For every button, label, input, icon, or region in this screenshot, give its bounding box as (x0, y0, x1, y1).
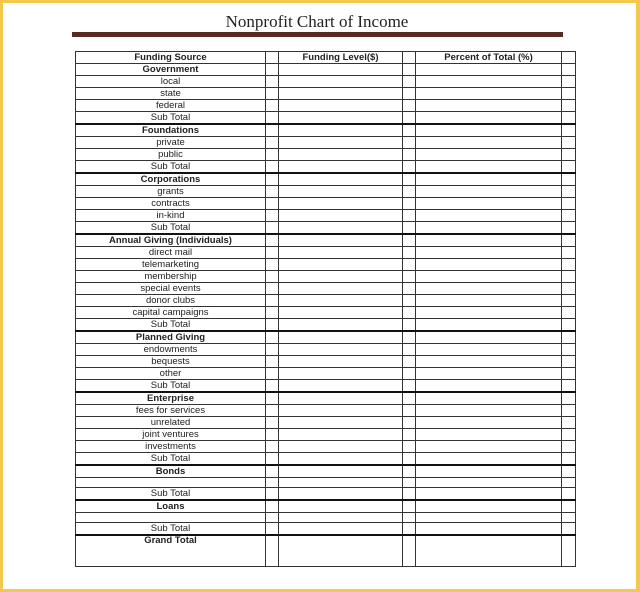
funding-level-cell[interactable] (279, 222, 403, 235)
divider-cell (266, 234, 279, 247)
divider-cell (266, 368, 279, 380)
percent-cell[interactable] (416, 500, 562, 513)
percent-cell[interactable] (416, 124, 562, 137)
funding-level-cell[interactable] (279, 453, 403, 466)
funding-level-cell[interactable] (279, 356, 403, 368)
divider-cell (403, 234, 416, 247)
table-row (76, 161, 576, 174)
table-row (76, 344, 576, 356)
funding-source-cell: federal (76, 100, 266, 112)
table-row (76, 210, 576, 222)
divider-cell (403, 405, 416, 417)
table-row (76, 76, 576, 88)
divider-cell (403, 271, 416, 283)
funding-source-cell: unrelated (76, 417, 266, 429)
divider-cell (562, 76, 576, 88)
divider-cell (266, 488, 279, 501)
divider-cell (266, 319, 279, 332)
divider-cell (403, 392, 416, 405)
divider-cell (562, 429, 576, 441)
divider-cell (562, 513, 576, 523)
divider-cell (266, 137, 279, 149)
divider-cell (266, 112, 279, 125)
table-row (76, 137, 576, 149)
funding-source-cell: capital campaigns (76, 307, 266, 319)
funding-source-cell: Planned Giving (76, 331, 266, 344)
divider-cell (562, 161, 576, 174)
table-row (76, 523, 576, 536)
divider-cell (266, 307, 279, 319)
funding-level-cell[interactable] (279, 210, 403, 222)
percent-cell[interactable] (416, 478, 562, 488)
divider-cell (403, 535, 416, 567)
funding-level-cell[interactable] (279, 259, 403, 271)
funding-source-cell: joint ventures (76, 429, 266, 441)
divider-cell (562, 88, 576, 100)
funding-source-cell: Sub Total (76, 319, 266, 332)
divider-cell (266, 478, 279, 488)
percent-cell[interactable] (416, 186, 562, 198)
percent-cell[interactable] (416, 295, 562, 307)
funding-source-cell: Annual Giving (Individuals) (76, 234, 266, 247)
divider-cell (403, 173, 416, 186)
divider-cell (266, 100, 279, 112)
divider-cell (562, 380, 576, 393)
funding-level-cell[interactable] (279, 465, 403, 478)
funding-source-cell: Sub Total (76, 523, 266, 536)
divider-cell (266, 523, 279, 536)
divider-cell (403, 52, 416, 64)
divider-cell (266, 64, 279, 76)
divider-cell (266, 283, 279, 295)
divider-cell (266, 344, 279, 356)
divider-cell (403, 124, 416, 137)
divider-cell (403, 112, 416, 125)
divider-cell (403, 283, 416, 295)
funding-source-cell: Loans (76, 500, 266, 513)
funding-level-cell[interactable] (279, 478, 403, 488)
percent-cell[interactable] (416, 417, 562, 429)
divider-cell (403, 222, 416, 235)
table-row (76, 64, 576, 76)
funding-level-cell[interactable] (279, 331, 403, 344)
table-row (76, 392, 576, 405)
percent-cell[interactable] (416, 429, 562, 441)
percent-cell[interactable] (416, 488, 562, 501)
table-row (76, 331, 576, 344)
divider-cell (562, 149, 576, 161)
divider-cell (562, 405, 576, 417)
funding-level-cell[interactable] (279, 368, 403, 380)
percent-cell[interactable] (416, 380, 562, 393)
table-row (76, 124, 576, 137)
table-row (76, 271, 576, 283)
divider-cell (266, 453, 279, 466)
divider-cell (562, 523, 576, 536)
divider-cell (266, 222, 279, 235)
funding-level-cell[interactable] (279, 161, 403, 174)
divider-cell (266, 210, 279, 222)
column-header-funding-source: Funding Source (76, 52, 266, 64)
table-row (76, 307, 576, 319)
funding-source-cell: Foundations (76, 124, 266, 137)
divider-cell (266, 271, 279, 283)
divider-cell (562, 173, 576, 186)
funding-level-cell[interactable] (279, 76, 403, 88)
funding-source-cell: investments (76, 441, 266, 453)
divider-cell (266, 405, 279, 417)
funding-source-cell: private (76, 137, 266, 149)
divider-cell (266, 76, 279, 88)
divider-cell (266, 429, 279, 441)
divider-cell (403, 356, 416, 368)
funding-source-cell: contracts (76, 198, 266, 210)
funding-level-cell[interactable] (279, 198, 403, 210)
column-header-percent-of-total: Percent of Total (%) (416, 52, 562, 64)
divider-cell (562, 344, 576, 356)
divider-cell (266, 356, 279, 368)
funding-level-cell[interactable] (279, 64, 403, 76)
percent-cell[interactable] (416, 222, 562, 235)
divider-cell (403, 453, 416, 466)
divider-cell (562, 210, 576, 222)
divider-cell (562, 271, 576, 283)
table-row (76, 88, 576, 100)
percent-cell[interactable] (416, 271, 562, 283)
divider-cell (403, 331, 416, 344)
table-row (76, 100, 576, 112)
table-row (76, 405, 576, 417)
percent-cell[interactable] (416, 405, 562, 417)
percent-cell[interactable] (416, 259, 562, 271)
funding-source-cell: Sub Total (76, 488, 266, 501)
divider-cell (403, 295, 416, 307)
divider-cell (403, 76, 416, 88)
funding-level-cell[interactable] (279, 247, 403, 259)
table-row (76, 465, 576, 478)
funding-level-cell[interactable] (279, 234, 403, 247)
table-row (76, 380, 576, 393)
divider-cell (266, 380, 279, 393)
table-row (76, 173, 576, 186)
funding-level-cell[interactable] (279, 173, 403, 186)
divider-cell (403, 149, 416, 161)
divider-cell (403, 198, 416, 210)
funding-level-cell[interactable] (279, 441, 403, 453)
percent-cell[interactable] (416, 161, 562, 174)
percent-cell[interactable] (416, 523, 562, 536)
percent-cell[interactable] (416, 149, 562, 161)
divider-cell (562, 368, 576, 380)
funding-source-cell: direct mail (76, 247, 266, 259)
percent-cell[interactable] (416, 513, 562, 523)
funding-source-cell: Sub Total (76, 453, 266, 466)
percent-cell[interactable] (416, 465, 562, 478)
divider-cell (403, 186, 416, 198)
table-header-row (76, 52, 576, 64)
percent-cell[interactable] (416, 100, 562, 112)
divider-cell (562, 500, 576, 513)
table-row (76, 149, 576, 161)
divider-cell (562, 535, 576, 567)
table-row (76, 368, 576, 380)
table-row (76, 259, 576, 271)
funding-source-cell: fees for services (76, 405, 266, 417)
funding-source-cell: Sub Total (76, 161, 266, 174)
divider-cell (403, 344, 416, 356)
divider-cell (562, 453, 576, 466)
divider-cell (562, 392, 576, 405)
funding-source-cell: special events (76, 283, 266, 295)
divider-cell (562, 137, 576, 149)
divider-cell (562, 247, 576, 259)
funding-level-cell[interactable] (279, 380, 403, 393)
funding-level-cell[interactable] (279, 295, 403, 307)
table-row (76, 488, 576, 501)
funding-source-cell: Sub Total (76, 222, 266, 235)
divider-cell (403, 100, 416, 112)
funding-level-cell[interactable] (279, 307, 403, 319)
divider-cell (403, 488, 416, 501)
divider-cell (562, 356, 576, 368)
divider-cell (403, 465, 416, 478)
funding-source-cell: other (76, 368, 266, 380)
funding-source-cell: donor clubs (76, 295, 266, 307)
percent-cell[interactable] (416, 331, 562, 344)
table-row (76, 112, 576, 125)
divider-cell (266, 161, 279, 174)
funding-level-cell[interactable] (279, 500, 403, 513)
percent-cell[interactable] (416, 173, 562, 186)
funding-level-cell[interactable] (279, 488, 403, 501)
funding-source-cell: Enterprise (76, 392, 266, 405)
divider-cell (403, 478, 416, 488)
funding-level-cell[interactable] (279, 319, 403, 332)
funding-source-cell: Government (76, 64, 266, 76)
divider-cell (266, 500, 279, 513)
divider-cell (266, 52, 279, 64)
divider-cell (266, 392, 279, 405)
funding-level-cell[interactable] (279, 124, 403, 137)
table-row (76, 234, 576, 247)
percent-cell[interactable] (416, 307, 562, 319)
funding-level-cell[interactable] (279, 344, 403, 356)
table-row (76, 222, 576, 235)
percent-cell[interactable] (416, 64, 562, 76)
divider-cell (562, 64, 576, 76)
divider-cell (562, 319, 576, 332)
funding-source-cell (76, 513, 266, 523)
divider-cell (562, 259, 576, 271)
percent-cell[interactable] (416, 368, 562, 380)
column-header-funding-level: Funding Level($) (279, 52, 403, 64)
funding-source-cell: in-kind (76, 210, 266, 222)
income-table (75, 51, 576, 567)
funding-level-cell[interactable] (279, 523, 403, 536)
document-title: Nonprofit Chart of Income (225, 12, 409, 31)
divider-cell (562, 222, 576, 235)
divider-cell (562, 234, 576, 247)
percent-cell[interactable] (416, 234, 562, 247)
divider-cell (266, 259, 279, 271)
funding-level-cell[interactable] (279, 429, 403, 441)
funding-level-cell[interactable] (279, 112, 403, 125)
divider-cell (403, 417, 416, 429)
divider-cell (562, 198, 576, 210)
funding-level-cell[interactable] (279, 513, 403, 523)
percent-cell[interactable] (416, 210, 562, 222)
divider-cell (403, 88, 416, 100)
table-row (76, 295, 576, 307)
divider-cell (562, 478, 576, 488)
funding-level-cell[interactable] (279, 392, 403, 405)
divider-cell (266, 417, 279, 429)
divider-cell (403, 523, 416, 536)
percent-cell[interactable] (416, 137, 562, 149)
funding-source-cell: state (76, 88, 266, 100)
funding-level-cell[interactable] (279, 283, 403, 295)
funding-source-cell: grants (76, 186, 266, 198)
divider-cell (266, 441, 279, 453)
divider-cell (403, 500, 416, 513)
table-row (76, 283, 576, 295)
divider-cell (562, 331, 576, 344)
grand-total-row (76, 535, 576, 567)
divider-cell (403, 380, 416, 393)
table-row (76, 247, 576, 259)
table-row (76, 319, 576, 332)
percent-cell[interactable] (416, 283, 562, 295)
divider-cell (562, 124, 576, 137)
divider-cell (562, 52, 576, 64)
divider-cell (403, 161, 416, 174)
funding-level-cell[interactable] (279, 100, 403, 112)
percent-cell[interactable] (416, 453, 562, 466)
percent-cell[interactable] (416, 392, 562, 405)
percent-cell[interactable] (416, 441, 562, 453)
divider-cell (562, 307, 576, 319)
funding-source-cell: membership (76, 271, 266, 283)
table-row (76, 500, 576, 513)
divider-cell (403, 368, 416, 380)
divider-cell (403, 429, 416, 441)
divider-cell (562, 441, 576, 453)
funding-level-cell[interactable] (279, 271, 403, 283)
divider-cell (562, 186, 576, 198)
funding-level-cell[interactable] (279, 405, 403, 417)
divider-cell (266, 88, 279, 100)
divider-cell (266, 149, 279, 161)
table-row (76, 441, 576, 453)
table-row (76, 417, 576, 429)
divider-cell (562, 465, 576, 478)
funding-level-cell[interactable] (279, 88, 403, 100)
table-row (76, 453, 576, 466)
divider-cell (403, 64, 416, 76)
divider-cell (562, 488, 576, 501)
divider-cell (403, 319, 416, 332)
divider-cell (266, 198, 279, 210)
divider-cell (403, 137, 416, 149)
funding-level-cell[interactable] (279, 186, 403, 198)
table-row (76, 198, 576, 210)
percent-cell[interactable] (416, 198, 562, 210)
funding-source-cell: endowments (76, 344, 266, 356)
divider-cell (562, 283, 576, 295)
funding-source-cell: telemarketing (76, 259, 266, 271)
funding-source-cell: Bonds (76, 465, 266, 478)
table-row (76, 429, 576, 441)
divider-cell (266, 513, 279, 523)
divider-cell (403, 259, 416, 271)
divider-cell (562, 295, 576, 307)
divider-cell (562, 417, 576, 429)
funding-source-cell (76, 478, 266, 488)
divider-cell (403, 247, 416, 259)
divider-cell (266, 124, 279, 137)
percent-cell[interactable] (416, 247, 562, 259)
funding-source-cell: Sub Total (76, 380, 266, 393)
percent-cell[interactable] (416, 319, 562, 332)
divider-cell (403, 210, 416, 222)
percent-cell[interactable] (416, 344, 562, 356)
divider-cell (266, 331, 279, 344)
funding-source-cell: Sub Total (76, 112, 266, 125)
table-row (76, 186, 576, 198)
funding-level-cell[interactable] (279, 137, 403, 149)
table-row (76, 513, 576, 523)
title-rule (72, 32, 563, 37)
funding-source-cell: local (76, 76, 266, 88)
funding-level-cell[interactable] (279, 149, 403, 161)
divider-cell (266, 295, 279, 307)
divider-cell (266, 465, 279, 478)
divider-cell (266, 186, 279, 198)
percent-cell[interactable] (416, 76, 562, 88)
divider-cell (266, 535, 279, 567)
divider-cell (562, 100, 576, 112)
divider-cell (562, 112, 576, 125)
funding-level-cell[interactable] (279, 535, 403, 567)
divider-cell (403, 307, 416, 319)
funding-source-cell: public (76, 149, 266, 161)
percent-cell[interactable] (416, 88, 562, 100)
percent-cell[interactable] (416, 356, 562, 368)
divider-cell (403, 513, 416, 523)
funding-source-cell: Corporations (76, 173, 266, 186)
funding-source-cell: bequests (76, 356, 266, 368)
funding-level-cell[interactable] (279, 417, 403, 429)
table-row (76, 478, 576, 488)
percent-cell[interactable] (416, 112, 562, 125)
divider-cell (403, 441, 416, 453)
divider-cell (266, 173, 279, 186)
percent-cell[interactable] (416, 535, 562, 567)
funding-source-cell: Grand Total (76, 535, 266, 567)
table-row (76, 356, 576, 368)
divider-cell (266, 247, 279, 259)
